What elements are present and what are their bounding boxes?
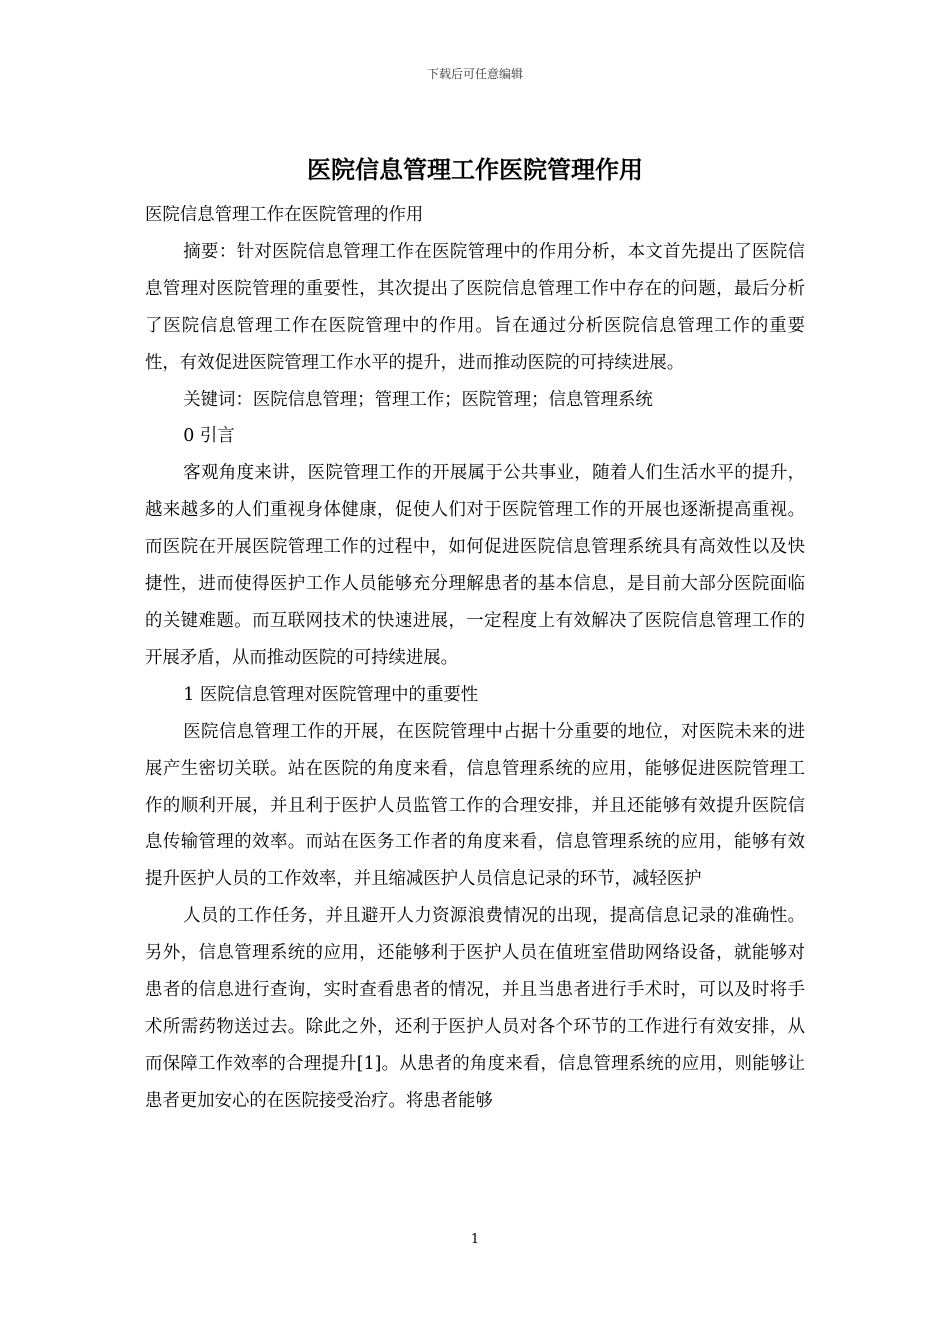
body-paragraph: 人员的工作任务，并且避开人力资源浪费情况的出现，提高信息记录的准确性。另外，信息管理系统的应用，还能够利于医护人员在值班室借助网络设备，就能够对患者的信息进行查询，实时查看患者的情况，并且当患者进行手术时，可以及时将手术所需药物送过去。除此之外，还利于医护人员对各个环节的工作进行有效安排，从而保障工作效率的合理提升[1]。从患者的角度来看，信息管理系统的应用，则能够让患者更加安心的在医院接受治疗。将患者能够 xyxy=(145,906,805,1111)
keywords-paragraph: 关键词：医院信息管理；管理工作；医院管理；信息管理系统 xyxy=(183,389,653,410)
document-subtitle: 医院信息管理工作在医院管理的作用 xyxy=(145,205,424,225)
section-heading-introduction: 0 引言 xyxy=(183,426,235,447)
document-body xyxy=(145,197,805,1120)
section-heading-importance: 1 医院信息管理对医院管理中的重要性 xyxy=(183,684,479,705)
body-paragraph: 医院信息管理工作的开展，在医院管理中占据十分重要的地位，对医院未来的进展产生密切关联。站在医院的角度来看，信息管理系统的应用，能够促进医院管理工作的顺利开展，并且利于医护人员监管工作的合理安排，并且还能够有效提升医院信息传输管理的效率。而站在医务工作者的角度来看，信息管理系统的应用，能够有效提升医护人员的工作效率，并且缩减医护人员信息记录的环节，减轻医护 xyxy=(145,721,805,890)
body-paragraph: 客观角度来讲，医院管理工作的开展属于公共事业，随着人们生活水平的提升，越来越多的人们重视身体健康，促使人们对于医院管理工作的开展也逐渐提高重视。而医院在开展医院管理工作的过程中，如何促进医院信息管理系统具有高效性以及快捷性，进而使得医护工作人员能够充分理解患者的基本信息，是目前大部分医院面临的关键难题。而互联网技术的快速进展，一定程度上有效解决了医院信息管理工作的开展矛盾，从而推动医院的可持续进展。 xyxy=(145,463,805,668)
document-title: 医院信息管理工作医院管理作用 xyxy=(307,155,643,184)
page-number: 1 xyxy=(470,1232,480,1247)
abstract-paragraph: 摘要：针对医院信息管理工作在医院管理中的作用分析，本文首先提出了医院信息管理对医院管理的重要性，其次提出了医院信息管理工作中存在的问题，最后分析了医院信息管理工作在医院管理中的作用。旨在通过分析医院信息管理工作的重要性，有效促进医院管理工作水平的提升，进而推动医院的可持续进展。 xyxy=(145,241,805,373)
page-header: 下载后可任意编辑 xyxy=(426,67,523,81)
